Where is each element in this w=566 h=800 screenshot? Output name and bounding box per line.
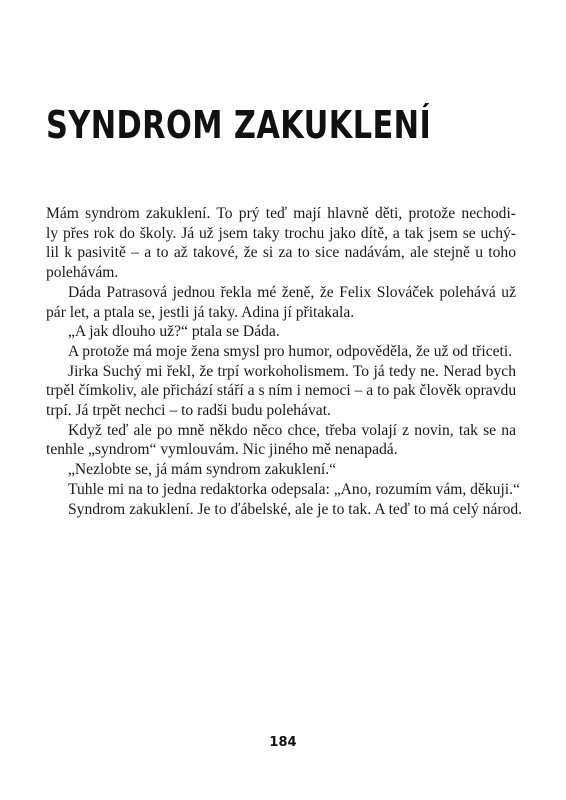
- paragraph: [46, 204, 516, 283]
- paragraph: [46, 283, 516, 322]
- text-line: „Nezlobte se, já mám syndrom zakuklení.“: [68, 461, 337, 479]
- text-line: pár let, a ptala se, jestli já taky. Adina jí přitakala.: [46, 303, 355, 321]
- text-line: Syndrom zakuklení. Je to ďábelské, ale je to tak. A teď to má celý národ.: [68, 500, 523, 518]
- text-line: polehávám.: [46, 264, 119, 282]
- paragraph: [46, 500, 523, 520]
- paragraph: [46, 421, 516, 460]
- text-line: Jirka Suchý mi řekl, že trpí workoholismem. To já tedy ne. Nerad bych: [68, 362, 516, 380]
- page-number: 184: [269, 735, 297, 750]
- paragraph: [46, 480, 520, 500]
- paragraph: [46, 460, 516, 480]
- text-line: lil k pasivitě – a to až takové, že si za to sice nadávám, ale stejně u toho: [46, 244, 516, 262]
- text-line: Když teď ale po mně někdo něco chce, třeba volají z novin, tak se na: [68, 421, 516, 439]
- paragraph: [46, 322, 516, 342]
- text-line: Dáda Patrasová jednou řekla mé ženě, že Felix Slováček polehává už: [68, 283, 516, 301]
- chapter-body: [46, 204, 523, 519]
- chapter-title: SYNDROM ZAKUKLENÍ: [46, 103, 432, 147]
- text-line: ly přes rok do školy. Já už jsem taky trochu jako dítě, a tak jsem se uchý-: [46, 224, 516, 242]
- text-line: Tuhle mi na to jedna redaktorka odepsala: „Ano, rozumím vám, děkuji.“: [68, 480, 520, 498]
- text-line: tenhle „syndrom“ vymlouvám. Nic jiného mě nenapadá.: [46, 441, 398, 459]
- text-line: trpí. Já trpět nechci – to radši budu polehávat.: [46, 402, 331, 420]
- paragraph: [46, 342, 516, 362]
- paragraph: [46, 362, 516, 421]
- text-line: A protože má moje žena smysl pro humor, odpověděla, že už od třiceti.: [68, 342, 513, 360]
- text-line: trpěl čímkoliv, ale přichází stáří a s ním i nemoci – a to pak člověk opravdu: [46, 382, 517, 400]
- text-line: „A jak dlouho už?“ ptala se Dáda.: [68, 323, 280, 341]
- text-line: Mám syndrom zakuklení. To prý teď mají hlavně děti, protože nechodi-: [46, 205, 516, 222]
